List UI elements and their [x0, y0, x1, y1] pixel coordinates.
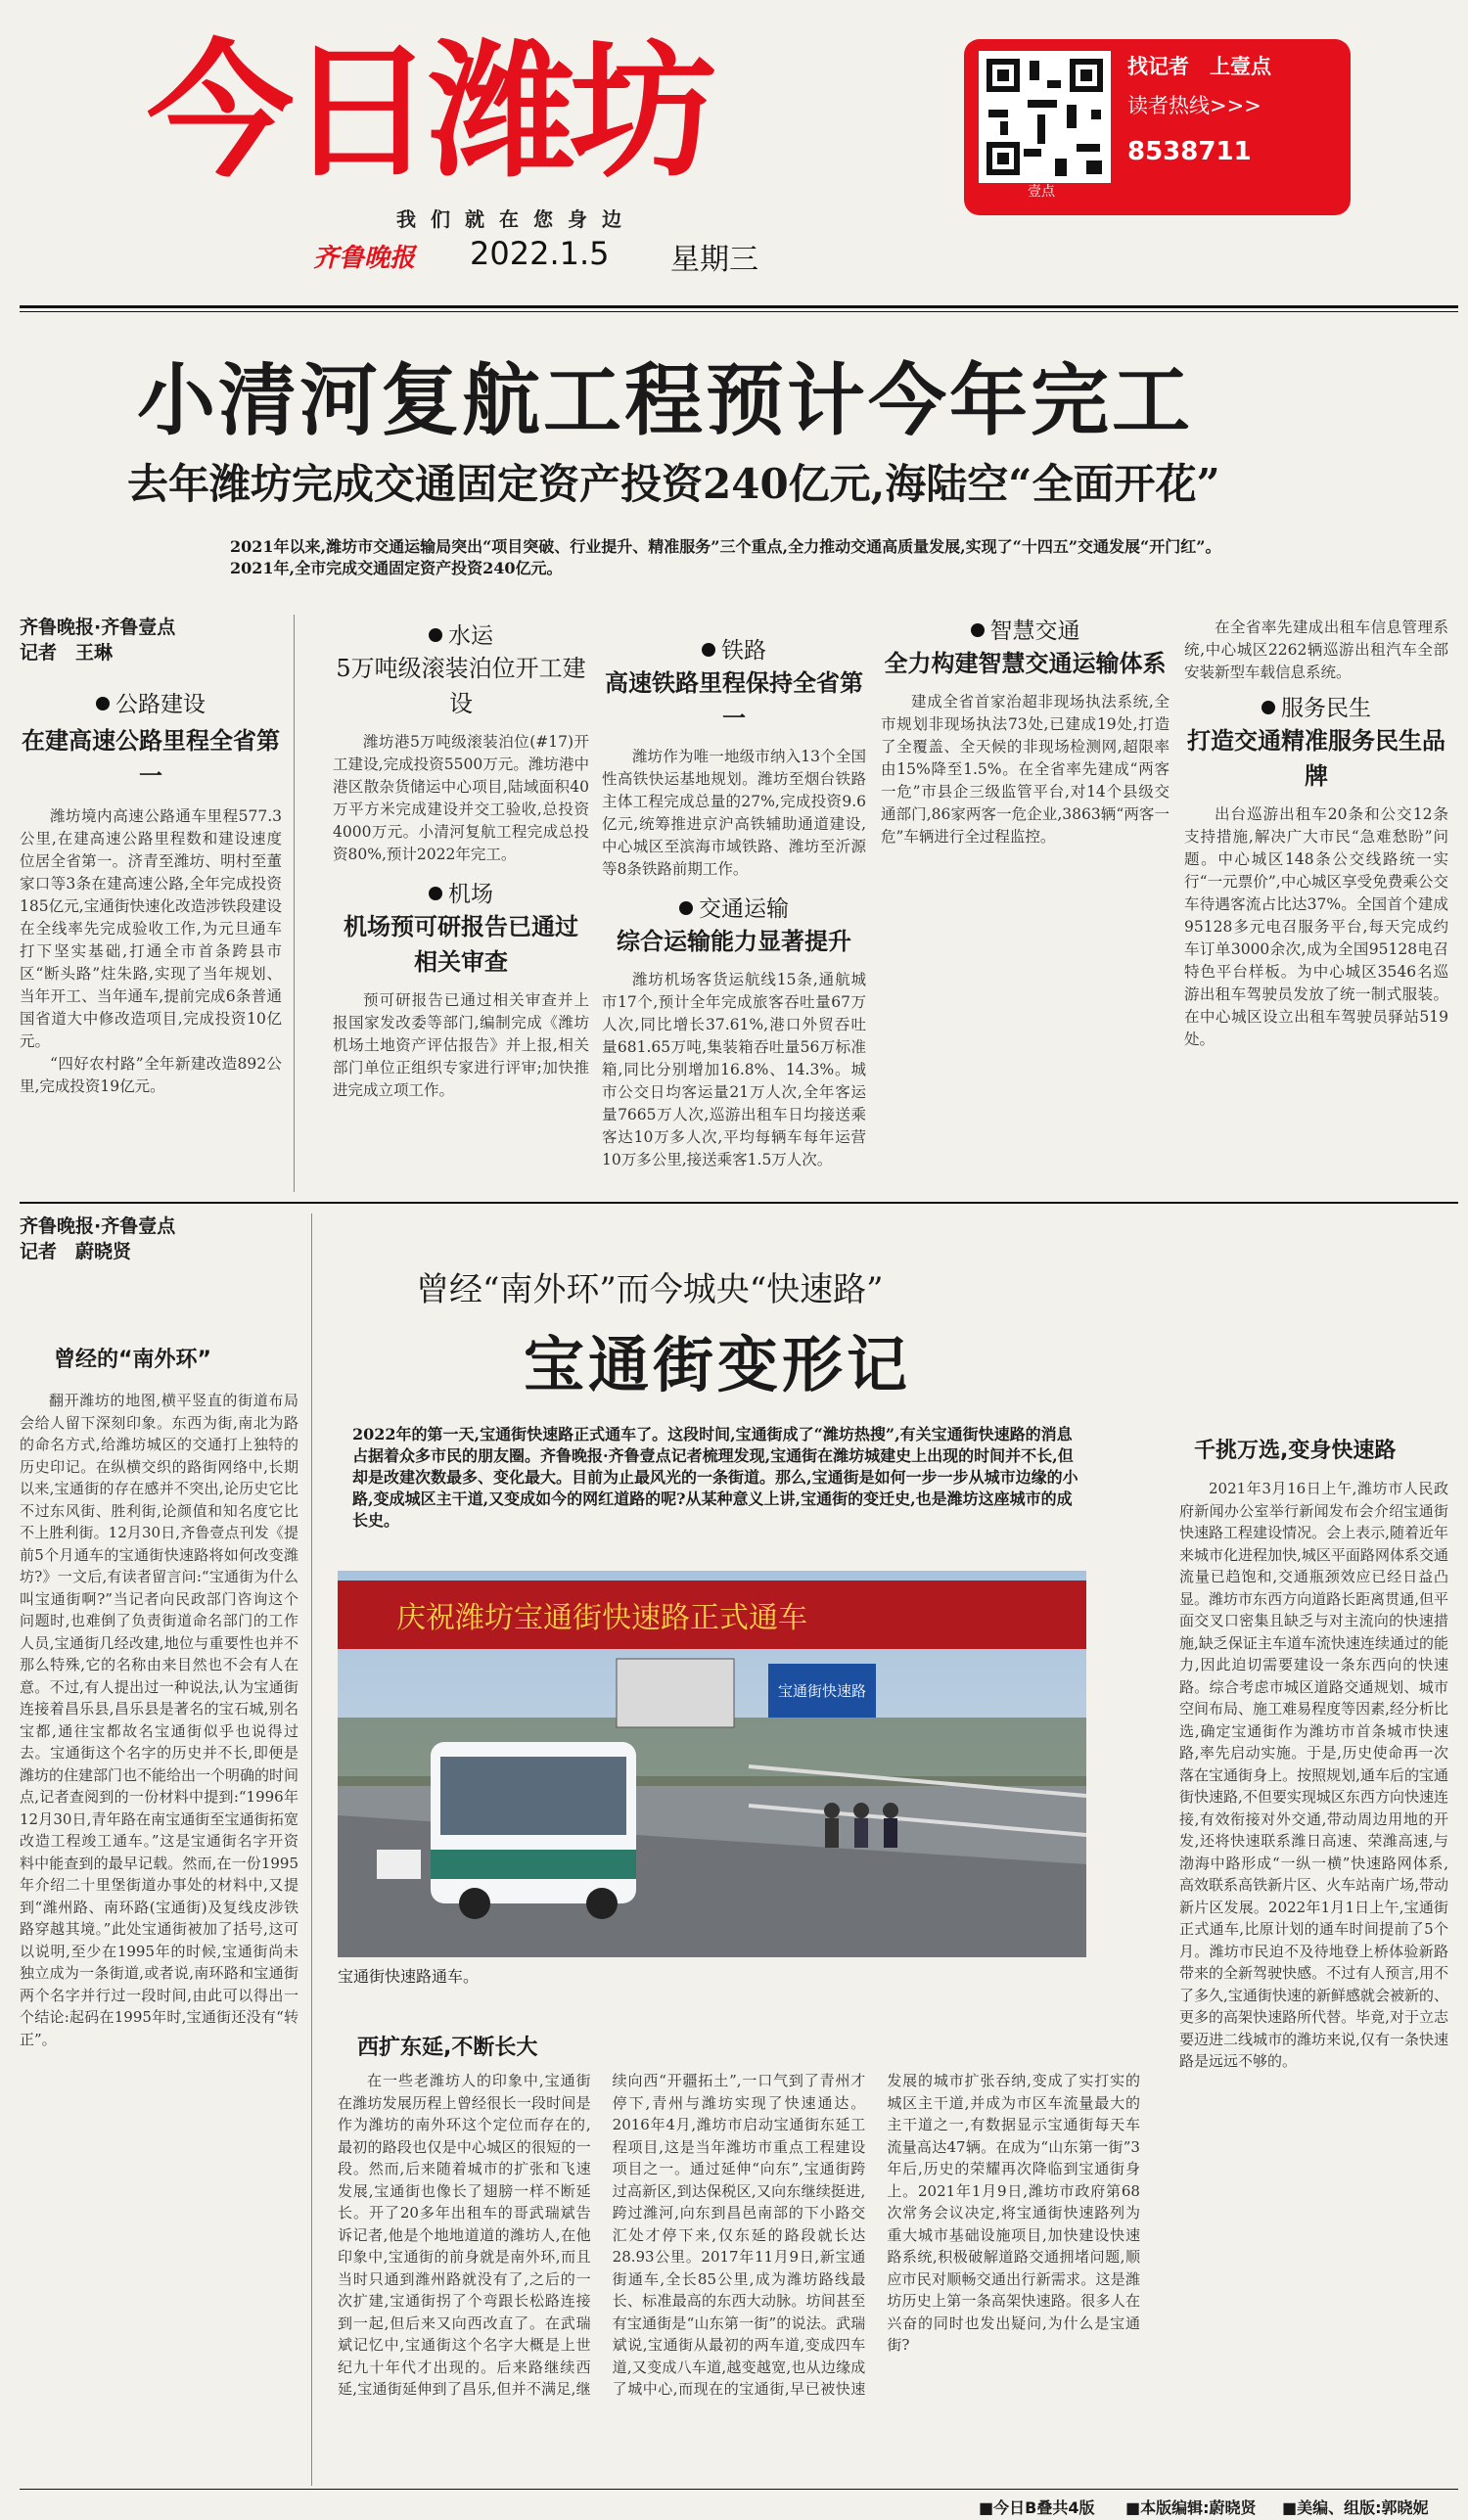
section-kicker-transport: 交通运输 — [602, 894, 866, 924]
masthead-rule — [20, 305, 1458, 308]
road-sign: 宝通街快速路 — [778, 1682, 867, 1700]
section-kicker-water: 水运 — [333, 621, 589, 651]
section-head-roads: 在建高速公路里程全省第一 — [22, 727, 280, 790]
masthead-rule-thin — [20, 311, 1458, 312]
masthead-logo: 今日潍坊 — [147, 27, 711, 198]
section-body-airport: 预可研报告已通过相关审查并上报国家发改委等部门,编制完成《潍坊机场土地资产评估报告》并上报,相关部门单位正组织专家进行评审;加快推进完成立项工作。 — [333, 991, 589, 1099]
bus-opening-photo — [338, 1571, 1086, 1957]
story2-left-column: 翻开潍坊的地图,横平竖直的街道布局会给人留下深刻印象。东西为街,南北为路的命名方式,给潍坊城区的交通打上独特的历史印记。在纵横交织的路街网络中,长期以来,宝通街的存在感并不突出,论历史它比不过东风街、胜利街,论颜值和知名度它比不上胜利街。12月30日,齐鲁壹点刊发《提前5个月通车的宝通街快速路将如何改变潍坊?》一文后,有读者留言问:“宝通街为什么叫宝通街啊?”当记者向民政部门咨询这个问题时,也难倒了负责街道命名部门的工作人员,宝通街几经改建,地位与重要性也并不那么特殊,它的名称由来目然也不会有人在意。不过,有人提出过一种说法,认为宝通街连接着昌乐县,昌乐县是著名的宝石城,别名宝都,通往宝都故名宝通街似乎也说得过去。宝通街这个名字的历史并不长,即便是潍坊的住建部门也不能给出一个明确的时间点,记者查阅到的一份材料中提到:“1996年12月30日,青年路在南宝通街至宝通街拓宽改造工程竣工通车。”这是宝通街名字开资料中能查到的最早记载。然而,在一份1995年介绍二十里堡街道办事处的材料中,又提到“潍州路、南环路(宝通街)及复线皮涉铁路穿越其境。”此处宝通街被加了括号,这可以说明,至少在1995年的时候,宝通街尚未独立成为一条街道,或者说,南环路和宝通街两个名字并行过一段时间,由此可以得出一个结论:起码在1995年时,宝通街还没有“转正”。 — [20, 1392, 298, 2048]
contact-line-2: 读者热线>>> — [1127, 94, 1262, 117]
story2-byline-outlet: 齐鲁晚报·齐鲁壹点 — [20, 1215, 176, 1237]
story1-column-4 — [881, 617, 1170, 848]
footer-design: ■美编、组版:郭晓妮 — [1282, 2498, 1429, 2517]
story2-right-column: 2021年3月16日上午,潍坊市人民政府新闻办公室举行新闻发布会介绍宝通街快速路工程建设情况。会上表示,随着近年来城市化进程加快,城区平面路网体系交通流量已趋饱和,交通瓶颈效应已经日益凸显。潍坊市东西方向道路长距离贯通,但平面交叉口密集且缺乏与对主流向的快速措施,缺乏保证主车道车流快速连续通过的能力,因此迫切需要建设一条东西向的快速路。综合考虑市城区道路交通规划、城市空间布局、施工难易程度等因素,经分析比选,确定宝通街作为潍坊市首条城市快速路,率先启动实施。于是,历史使命再一次落在宝通街身上。按照规划,通车后的宝通街快速路,不但要实现城区东西方向快速连接,有效衔接对外交通,带动周边用地的开发,还将快速联系潍日高速、荣潍高速,与渤海中路形成“一纵一横”快速路网体系,高效联系高铁新片区、火车站南广场,带动新片区发展。2022年1月1日上午,宝通街正式通车,比原计划的通车时间提前了5个月。潍坊市民迫不及待地登上桥体验新路带来的全新驾驶快感。不过有人预言,用不了多久,宝通街快速的新鲜感就会被新的、更多的高架快速路所代替。毕竟,对于立志要迈进二线城市的潍坊来说,仅有一条快速路是远远不够的。 — [1179, 1480, 1448, 2070]
footer-edition: ■今日B叠共4版 — [979, 2498, 1095, 2517]
section-body-transport: 潍坊机场客货运航线15条,通航城市17个,预计全年完成旅客吞吐量67万人次,同比增长37.61%,港口外贸吞吐量681.65万吨,集装箱吞吐量56万标准箱,同比分别增加16.8%、14.3%。城市公交日均客运量21万人次,全年客运量7665万人次,巡游出租车日均接送乘客达10万多人次,平均每辆车每年运营10万多公里,接送乘客1.5万人次。 — [602, 971, 866, 1168]
issue-date: 2022.1.5 — [470, 235, 610, 272]
column-divider — [294, 615, 295, 1192]
qr-code-icon[interactable] — [979, 51, 1111, 183]
story1-subheadline: 去年潍坊完成交通固定资产投资240亿元,海陆空“全面开花” — [127, 460, 1220, 508]
section-head-south-ring: 曾经的“南外环” — [54, 1348, 211, 1372]
bullet-dot-icon — [702, 643, 715, 657]
story1-column-1 — [20, 690, 282, 1098]
photo-caption: 宝通街快速路通车。 — [338, 1967, 480, 1986]
footer-editor: ■本版编辑:蔚晓贤 — [1125, 2498, 1257, 2517]
bullet-dot-icon — [971, 623, 985, 637]
section-kicker-rail: 铁路 — [602, 636, 866, 665]
section-head-expansion: 西扩东延,不断长大 — [357, 2036, 538, 2060]
bullet-dot-icon — [429, 887, 442, 900]
section-head-expressway: 千挑万选,变身快速路 — [1194, 1439, 1397, 1463]
bullet-dot-icon — [96, 697, 110, 710]
section-kicker-roads: 公路建设 — [20, 690, 282, 719]
photo-illustration — [338, 1571, 1086, 1957]
story2-byline-reporter: 记者 蔚晓贤 — [20, 1241, 132, 1262]
section-kicker-airport: 机场 — [333, 880, 589, 909]
bullet-dot-icon — [429, 628, 442, 642]
footer-rule — [20, 2489, 1458, 2490]
bullet-dot-icon — [1262, 701, 1275, 714]
section-head-smart: 全力构建智慧交通运输体系 — [884, 650, 1167, 677]
story2-kicker: 曾经“南外环”而今城央“快速路” — [416, 1270, 884, 1309]
section-head-water: 5万吨级滚装泊位开工建设 — [336, 655, 586, 717]
hotline-number: 8538711 — [1127, 137, 1252, 166]
section-head-livelihood: 打造交通精准服务民生品牌 — [1187, 727, 1445, 790]
column-divider — [311, 1214, 312, 2486]
story1-column-3 — [602, 636, 866, 1171]
story2-headline: 宝通街变形记 — [524, 1329, 912, 1400]
section-body-livelihood: 出台巡游出租车20条和公交12条支持措施,解决广大市民“急难愁盼”问题。中心城区148条公交线路统一实行“一元票价”,中心城区享受免费乘公交车待遇客流占比达37%。全国首个建成95128多元电召服务平台,每天完成约车订单3000余次,成为全国95128电召特色平台样板。为中心城区3546名巡游出租车驾驶员发放了统一制式服装。在中心城区设立出租车驾驶员驿站519处。 — [1184, 805, 1448, 1048]
story1-column-5 — [1184, 617, 1448, 1051]
story1-column-2 — [333, 621, 589, 1102]
section-body-water: 潍坊港5万吨级滚装泊位(#17)开工建设,完成投资5500万元。潍坊港中港区散杂货储运中心项目,陆域面积40万平方米完成建设并交工验收,总投资4000万元。小清河复航工程完成总投资80%,预计2022年完工。 — [333, 733, 589, 863]
issue-weekday: 星期三 — [670, 243, 758, 277]
qr-label: 壹点 — [1028, 184, 1055, 200]
section-kicker-livelihood: 服务民生 — [1184, 694, 1448, 723]
section-head-transport: 综合运输能力显著提升 — [617, 928, 851, 955]
section-body-taxi: 在全省率先建成出租车信息管理系统,中心城区2262辆巡游出租汽车全部安装新型车载信息系统。 — [1184, 619, 1448, 681]
section-head-airport: 机场预可研报告已通过相关审查 — [344, 913, 578, 976]
section-body-rail: 潍坊作为唯一地级市纳入13个全国性高铁快运基地规划。潍坊至烟台铁路主体工程完成总量的27%,完成投资9.6亿元,统筹推进京沪高铁辅助通道建设,中心城区至滨海市域铁路、潍坊至沂源等8条铁路前期工作。 — [602, 748, 866, 878]
photo-banner: 庆祝潍坊宝通街快速路正式通车 — [396, 1601, 807, 1635]
section-kicker-smart: 智慧交通 — [881, 617, 1170, 646]
section-body-roads: 潍坊境内高速公路通车里程577.3公里,在建高速公路里程数和建设速度位居全省第一。济青至潍坊、明村至董家口等3条在建高速公路,全年完成投资185亿元,宝通街快速化改造涉铁段建设在全线率先完成验收工作,为元旦通车打下坚实基础,打通全市首条跨县市区“断头路”炷朱路,实现了当年规划、当年开工、当年通车,提前完成6条普通国省道大中修改造项目,完成投资10亿元。 “四好农村路”全年新建改造892公里,完成投资19亿元。 — [20, 807, 282, 1095]
paper-name: 齐鲁晚报 — [313, 244, 416, 273]
section-body-smart: 建成全省首家治超非现场执法系统,全市规划非现场执法73处,已建成19处,打造了全覆盖、全天候的非现场检测网,超限率由15%降至1.5%。在全省率先建成“两客一危”市县企三级监管平台,对14个县级交通部门,86家两客一危企业,3863辆“两客一危”车辆进行全过程监控。 — [881, 693, 1170, 846]
story1-byline-reporter: 记者 王琳 — [20, 642, 114, 664]
bullet-dot-icon — [679, 901, 693, 915]
story1-lede: 2021年以来,潍坊市交通运输局突出“项目突破、行业提升、精准服务”三个重点,全力推动交通高质量发展,实现了“十四五”交通发展“开门红”。2021年,全市完成交通固定资产投资240亿元。 — [230, 537, 1221, 577]
contact-line-1: 找记者 上壹点 — [1127, 55, 1271, 78]
story1-byline-outlet: 齐鲁晚报·齐鲁壹点 — [20, 617, 176, 638]
story2-lede: 2022年的第一天,宝通街快速路正式通车了。这段时间,宝通街成了“潍坊热搜”,有关宝通街快速路的消息占据着众多市民的朋友圈。齐鲁晚报·齐鲁壹点记者梳理发现,宝通街在潍坊城建史上出现的时间并不长,但却是改建次数最多、变化最大。目前为止最风光的一条街道。那么,宝通街是如何一步一步从城市边缘的小路,变成城区主干道,又变成如今的网红道路的呢?从某种意义上讲,宝通街的变迁史,也是潍坊这座城市的成长史。 — [352, 1425, 1078, 1530]
story2-middle-columns: 在一些老潍坊人的印象中,宝通街在潍坊发展历程上曾经很长一段时间是作为潍坊的南外环这个定位而存在的,最初的路段也仅是中心城区的很短的一段。然而,后来随着城市的扩张和飞速发展,宝通街也像长了翅膀一样不断延长。开了20多年出租车的哥武瑞斌告诉记者,他是个地地道道的潍坊人,在他印象中,宝通街的前身就是南外环,而且当时只通到潍州路就没有了,之后的一次扩建,宝通街拐了个弯跟长松路连接到一起,但后来又向西改直了。在武瑞斌记忆中,宝通街这个名字大概是上世纪九十年代才出现的。后来路继续西延,宝通街延伸到了昌乐,但并不满足,继续向西“开疆拓土”,一口气到了青州才停下,青州与潍坊实现了快速通达。2016年4月,潍坊市启动宝通街东延工程项目,这是当年潍坊市重点工程建设项目之一。通过延伸“向东”,宝通街跨过高新区,到达保税区,又向东继续挺进,跨过潍河,向东到昌邑南部的下小路交汇处才停下来,仅东延的路段就长达28.93公里。2017年11月9日,新宝通街通车,全长85公里,成为潍坊路线最长、标准最高的东西大动脉。坊间甚至有宝通街是“山东第一街”的说法。武瑞斌说,宝通街从最初的两车道,变成四车道,又变成八车道,越变越宽,也从边缘成了城中心,而现在的宝通街,早已被快速发展的城市扩张吞纳,变成了实打实的城区主干道,并成为市区车流量最大的主干道之一,有数据显示宝通街每天车流量高达47辆。在成为“山东第一街”3年后,历史的荣耀再次降临到宝通街身上。2021年1月9日,潍坊市政府第68次常务会议决定,将宝通街快速路列为重大城市基础设施项目,加快建设快速路系统,积极破解道路交通拥堵问题,顺应市民对顺畅交通出行新需求。这是潍坊历史上第一条高架快速路。很多人在兴奋的同时也发出疑问,为什么是宝通街? — [338, 2072, 1140, 2398]
section-head-rail: 高速铁路里程保持全省第一 — [605, 669, 863, 732]
masthead-slogan: 我们就在您身边 — [396, 207, 636, 231]
story1-headline: 小清河复航工程预计今年完工 — [137, 354, 1193, 446]
story-divider — [20, 1202, 1458, 1204]
